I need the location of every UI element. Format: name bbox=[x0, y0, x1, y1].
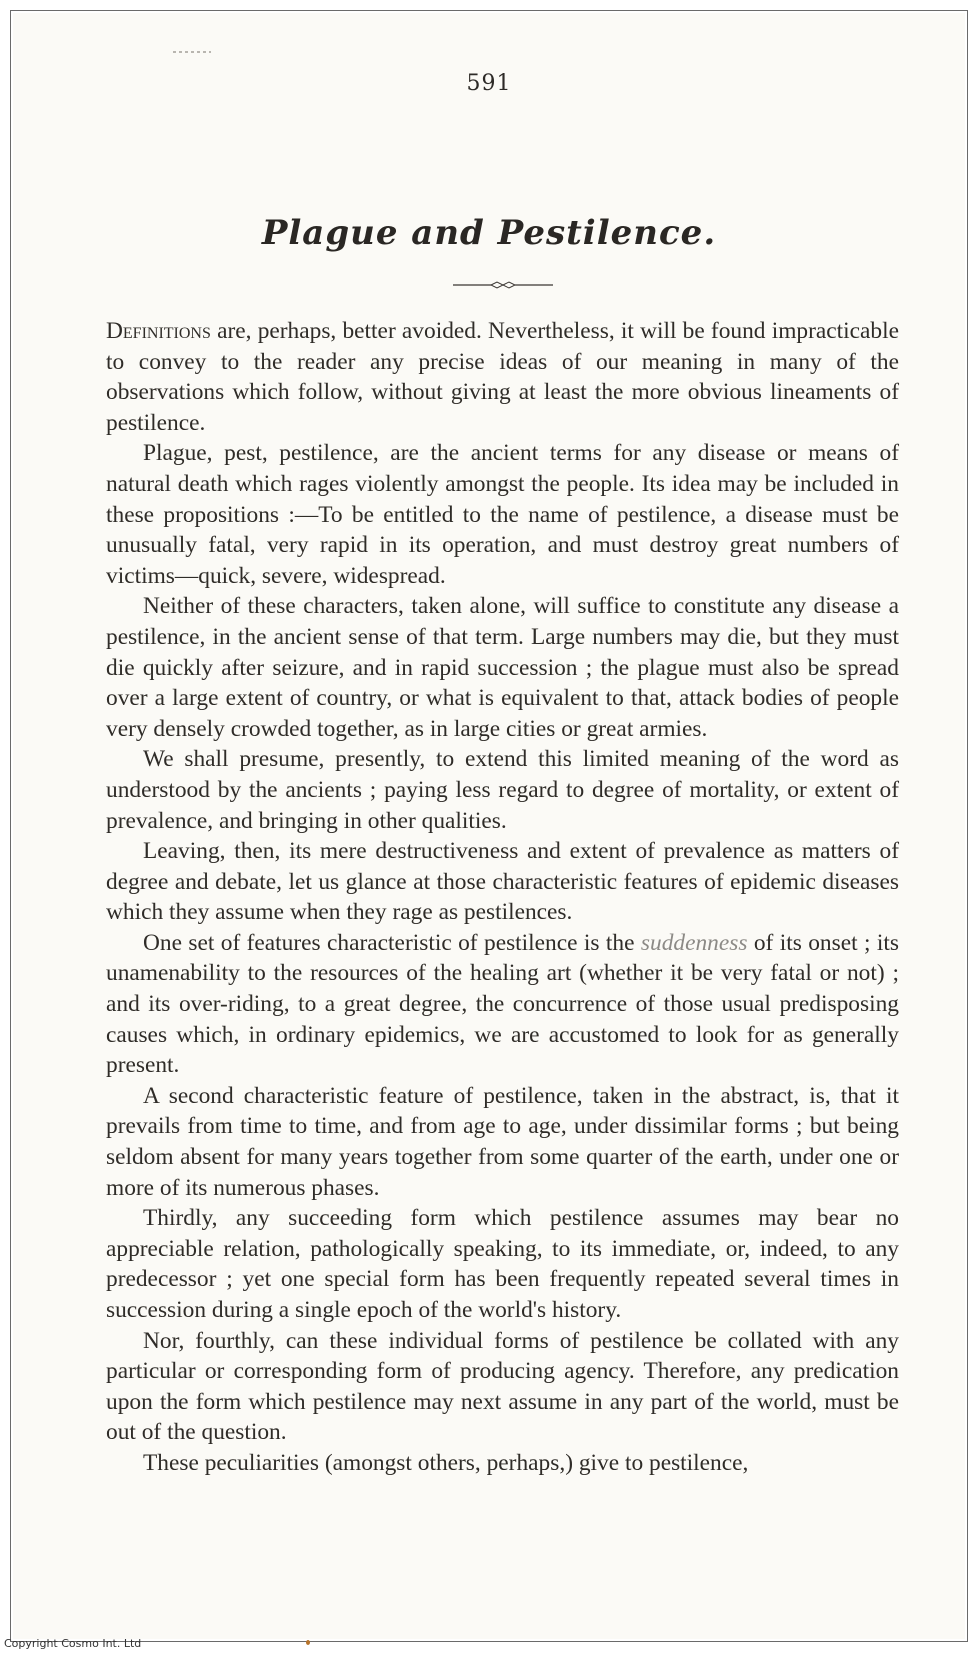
paragraph-7: A second characteristic feature of pestilence, taken in the abstract, is, that it prevails from time to time, and from age to age, under dissimilar forms ; but being seldom absent for many years together from some quarter of the earth, under one or more of its numerous phases. bbox=[106, 1082, 899, 1201]
copyright-notice: Copyright Cosmo Int. Ltd bbox=[4, 1637, 142, 1650]
paper-page bbox=[13, 13, 965, 1639]
page-number: 591 bbox=[466, 71, 512, 96]
paper-speck bbox=[306, 1640, 310, 1645]
paragraph-text: are, perhaps, better avoided. Nevertheless, it will be found impracticable to convey to the reader any precise ideas of our meaning in many of the observations which follow, without giving at least the more obvious lineaments of pestilence. bbox=[106, 318, 899, 436]
emphasis-word: suddenness bbox=[640, 929, 748, 956]
paragraph-1 bbox=[106, 316, 899, 438]
paragraph-8: Thirdly, any succeeding form which pestilence assumes may bear no appreciable relation, pathologically speaking, to its immediate, or, indeed, to any predecessor ; yet one special form has been frequently repeated several times in succession during a single epoch of the world's history. bbox=[106, 1205, 899, 1323]
paragraph-text: One set of features characteristic of pestilence is the bbox=[143, 929, 641, 956]
article-title: Plague and Pestilence. bbox=[261, 213, 717, 253]
article-body bbox=[106, 316, 899, 1479]
paragraph-text: of its onset ; its unamenability to the resources of the healing art (whether it be very fatal or not) ; and its over-riding, to a great degree, the concurrence of those usual predisposing causes which, in ordinary epidemics, we are accustomed to look for as generally present. bbox=[106, 929, 899, 1079]
paragraph-3: Neither of these characters, taken alone, will suffice to constitute any disease a pestilence, in the ancient sense of that term. Large numbers may die, but they must die quickly after seizure, and in rapid succession ; the plague must also be spread over a large extent of country, or what is equivalent to that, attack bodies of people very densely crowded together, as in large cities or great armies. bbox=[106, 593, 899, 742]
paragraph-lead-word: Definitions bbox=[106, 318, 211, 344]
title-ornament bbox=[453, 279, 553, 291]
paragraph-2: Plague, pest, pestilence, are the ancient terms for any disease or means of natural death which rages violently amongst the people. Its idea may be included in these propositions :—To be entitled to the name of pestilence, a disease must be unusually fatal, very rapid in its operation, and must destroy great numbers of victims—quick, severe, widespread. bbox=[106, 440, 899, 589]
paragraph-4: We shall presume, presently, to extend this limited meaning of the word as understood by the ancients ; paying less regard to degree of mortality, or extent of prevalence, and bringing in other qualities. bbox=[106, 746, 899, 834]
paragraph-10: These peculiarities (amongst others, perhaps,) give to pestilence, bbox=[143, 1449, 749, 1476]
paragraph-5: Leaving, then, its mere destructiveness and extent of prevalence as matters of degree and debate, let us glance at those characteristic features of epidemic diseases which they assume when they rage as pestilences. bbox=[106, 838, 899, 926]
paragraph-9: Nor, fourthly, can these individual forms of pestilence be collated with any particular or corresponding form of producing agency. Therefore, any predication upon the form which pestilence may next assume in any part of the world, must be out of the question. bbox=[106, 1327, 899, 1446]
top-mark bbox=[173, 51, 211, 53]
paragraph-6 bbox=[106, 928, 899, 1081]
